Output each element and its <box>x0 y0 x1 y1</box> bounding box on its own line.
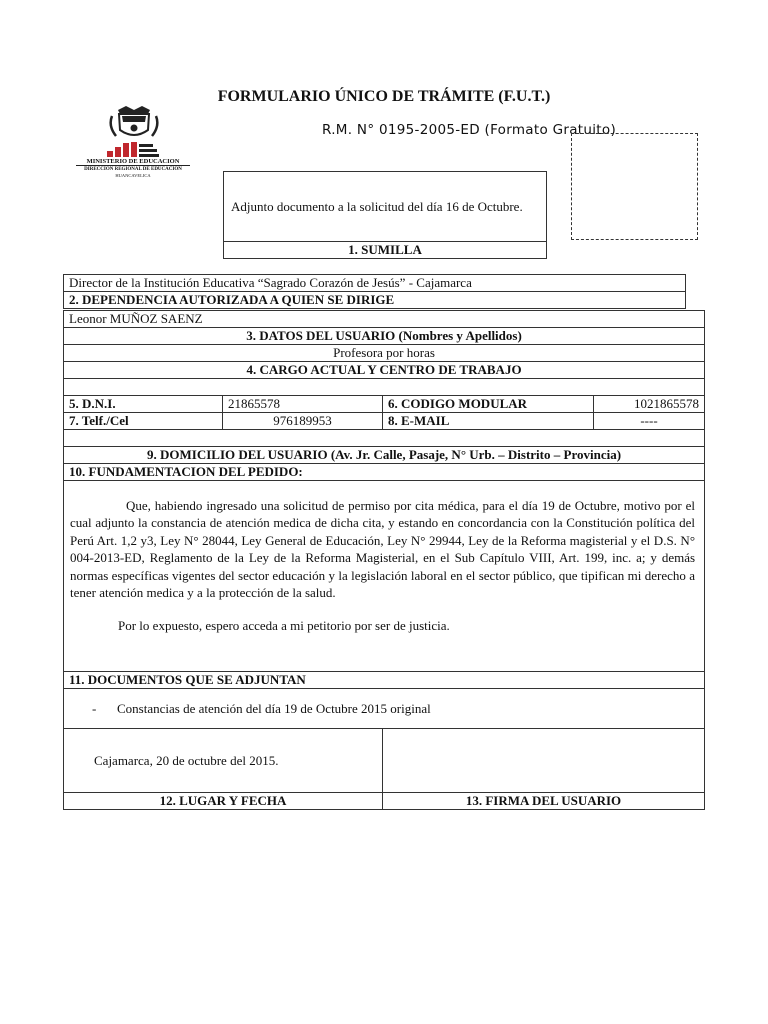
fundamentacion-paragraph-2: Por lo expuesto, espero acceda a mi petitorio por ser de justicia. <box>118 618 450 634</box>
telefono-label: 7. Telf./Cel <box>64 413 223 430</box>
dependencia-value[interactable]: Director de la Institución Educativa “Sagrado Corazón de Jesús” - Cajamarca <box>64 275 686 292</box>
email-value[interactable]: ---- <box>594 413 705 430</box>
fundamentacion-text[interactable] <box>64 481 705 672</box>
firma-label: 13. FIRMA DEL USUARIO <box>383 793 705 810</box>
documentos-list[interactable] <box>64 689 705 729</box>
lugar-fecha-value[interactable]: Cajamarca, 20 de octubre del 2015. <box>64 729 383 793</box>
dependencia-label: 2. DEPENDENCIA AUTORIZADA A QUIEN SE DIRIGE <box>64 292 686 309</box>
documentos-label: 11. DOCUMENTOS QUE SE ADJUNTAN <box>64 672 705 689</box>
firma-area[interactable] <box>383 729 705 793</box>
form-title: FORMULARIO ÚNICO DE TRÁMITE (F.U.T.) <box>217 88 551 105</box>
logo-divider <box>76 165 190 166</box>
lugar-fecha-label: 12. LUGAR Y FECHA <box>64 793 383 810</box>
ministry-logo <box>74 104 192 186</box>
logo-line3: HUANCAVELICA <box>115 173 151 178</box>
codigo-modular-value[interactable]: 1021865578 <box>594 396 705 413</box>
coat-of-arms-icon <box>74 104 192 158</box>
list-bullet: - <box>92 700 97 716</box>
domicilio-value[interactable] <box>64 430 705 447</box>
usuario-value[interactable]: Leonor MUÑOZ SAENZ <box>64 311 705 328</box>
telefono-value[interactable]: 976189953 <box>223 413 383 430</box>
cargo-value[interactable]: Profesora por horas <box>64 345 705 362</box>
dependencia-table <box>63 274 686 309</box>
sumilla-label: 1. SUMILLA <box>224 242 547 259</box>
usuario-label: 3. DATOS DEL USUARIO (Nombres y Apellidos) <box>64 328 705 345</box>
spacer-row <box>64 379 705 396</box>
dni-label: 5. D.N.I. <box>64 396 223 413</box>
email-label: 8. E-MAIL <box>383 413 594 430</box>
sumilla-table <box>223 171 547 259</box>
logo-line2: DIRECCION REGIONAL DE EDUCACION <box>84 167 182 172</box>
main-form-table <box>63 310 705 810</box>
photo-placeholder-box <box>571 133 698 240</box>
fundamentacion-paragraph-1: Que, habiendo ingresado una solicitud de permiso por cita médica, para el día 19 de Octubre, motivo por el cual adjunto la constancia de atención medica de dicha cita, y estando en concordancia con la Constitución política del Perú Art. 1,2 y3, Ley N° 28044, Ley General de Educación, Ley N° 29944, Ley de la Reforma magisterial y el D.S. N° 004-2013-ED, Reglamento de la Ley de la Reforma Magisterial, en el Sub Capítulo VIII, Art. 199, inc. a; y demás normas específicas vigentes del sector educación y la legislación laboral en el sector público, que tipifican mi derecho a tener atención medica y a la protección de la salud. <box>70 498 696 601</box>
logo-line1: MINISTERIO DE EDUCACION <box>86 158 180 165</box>
cargo-label: 4. CARGO ACTUAL Y CENTRO DE TRABAJO <box>64 362 705 379</box>
documentos-item: Constancias de atención del día 19 de Octubre 2015 original <box>117 700 431 716</box>
dni-value[interactable]: 21865578 <box>223 396 383 413</box>
fundamentacion-label: 10. FUNDAMENTACION DEL PEDIDO: <box>64 464 705 481</box>
domicilio-label: 9. DOMICILIO DEL USUARIO (Av. Jr. Calle, Pasaje, N° Urb. – Distrito – Provincia) <box>64 447 705 464</box>
codigo-modular-label: 6. CODIGO MODULAR <box>383 396 594 413</box>
sumilla-text[interactable]: Adjunto documento a la solicitud del día 16 de Octubre. <box>224 172 547 242</box>
form-subtitle: R.M. N° 0195-2005-ED (Formato Gratuito) <box>322 122 617 138</box>
